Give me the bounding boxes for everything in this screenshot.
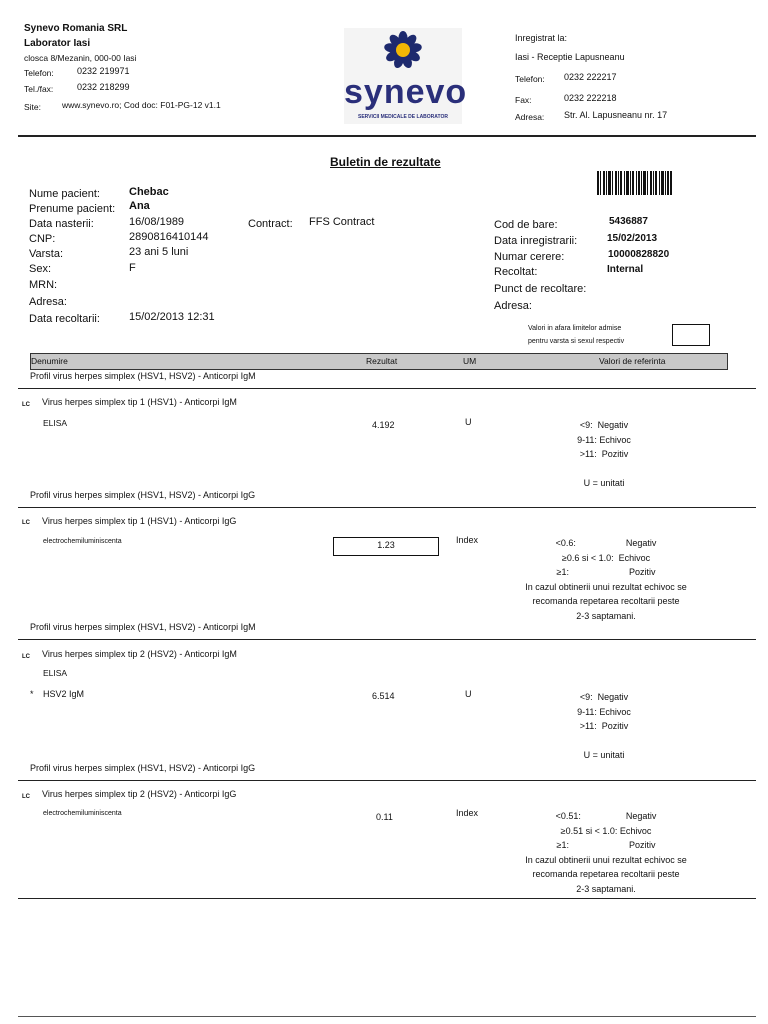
patient-birth-label: Data nasterii: xyxy=(29,218,94,230)
out-of-range-note-2: pentru varsta si sexul respectiv xyxy=(528,338,625,345)
order-point-label: Punct de recoltare: xyxy=(494,283,587,295)
order-reg-date-label: Data inregistrarii: xyxy=(494,235,578,247)
registered-phone: 0232 222217 xyxy=(564,72,617,82)
section-divider xyxy=(18,388,756,389)
synevo-logo xyxy=(344,28,468,124)
order-collected: Internal xyxy=(607,264,644,275)
lc-marker: LC xyxy=(22,402,30,408)
test-method: ELISA xyxy=(43,668,68,678)
test-unit: Index xyxy=(456,808,479,818)
reference-range: <0.51: Negativ ≥0.51 si < 1.0: Echivoc ≥1: Pozitiv In cazul obtinerii unui rezultat echivoc se recomanda repetarea recoltarii peste 2-3 saptamani. xyxy=(525,811,687,894)
barcode-icon xyxy=(597,171,673,195)
patient-collection-label: Data recoltarii: xyxy=(29,313,100,325)
logo-tagline: SERVICII MEDICALE DE LABORATOR xyxy=(357,114,448,120)
col-unit-header: UM xyxy=(463,356,477,366)
patient-age-label: Varsta: xyxy=(29,248,64,260)
lab-address: closca 8/Mezanin, 000-00 Iasi xyxy=(24,53,137,63)
lab-company: Synevo Romania SRL xyxy=(24,23,128,34)
order-request: 10000828820 xyxy=(608,249,670,260)
order-reg-date: 15/02/2013 xyxy=(607,233,658,244)
order-barcode-label: Cod de bare: xyxy=(494,219,558,231)
lab-phone-label: Telefon: xyxy=(24,68,54,78)
test-result: 6.514 xyxy=(372,691,395,701)
lab-fax-label: Tel./fax: xyxy=(24,84,54,94)
registered-address: Str. Al. Lapusneanu nr. 17 xyxy=(564,110,668,120)
test-name: Virus herpes simplex tip 2 (HSV2) - Anticorpi IgG xyxy=(42,789,237,799)
test-result: 4.192 xyxy=(372,420,395,430)
reference-range: <9: Negativ 9-11: Echivoc >11: Pozitiv U = unitati xyxy=(577,692,631,760)
sub-test-name: HSV2 IgM xyxy=(43,689,85,699)
test-method: ELISA xyxy=(43,418,68,428)
lab-name: Laborator Iasi xyxy=(24,38,91,49)
registered-fax: 0232 222218 xyxy=(564,93,617,103)
lab-site-label: Site: xyxy=(24,102,42,112)
registered-fax-label: Fax: xyxy=(515,95,532,105)
lc-marker: LC xyxy=(22,794,30,800)
registered-address-label: Adresa: xyxy=(515,112,545,122)
profile-title: Profil virus herpes simplex (HSV1, HSV2) - Anticorpi IgM xyxy=(30,622,256,632)
lab-phone: 0232 219971 xyxy=(77,66,130,76)
reference-range: <9: Negativ 9-11: Echivoc >11: Pozitiv U = unitati xyxy=(577,420,631,488)
patient-firstname-label: Prenume pacient: xyxy=(29,203,116,215)
footer-divider xyxy=(18,1016,756,1017)
test-name: Virus herpes simplex tip 1 (HSV1) - Anticorpi IgG xyxy=(42,516,237,526)
asterisk-marker: * xyxy=(30,689,34,699)
header-divider xyxy=(18,135,756,137)
flower-icon xyxy=(344,28,462,78)
contract-value: FFS Contract xyxy=(309,216,375,228)
patient-cnp: 2890816410144 xyxy=(129,231,209,243)
out-of-range-legend-box xyxy=(672,324,710,346)
out-of-range-note-1: Valori in afara limitelor admise xyxy=(528,325,622,332)
test-result: 1.23 xyxy=(377,540,395,550)
patient-name-label: Nume pacient: xyxy=(29,188,100,200)
test-unit: U xyxy=(465,417,472,427)
lc-marker: LC xyxy=(22,520,30,526)
patient-name: Chebac xyxy=(129,186,169,198)
test-name: Virus herpes simplex tip 1 (HSV1) - Anticorpi IgM xyxy=(42,397,237,407)
report-title: Buletin de rezultate xyxy=(330,155,441,169)
registered-title: Inregistrat la: xyxy=(515,33,568,43)
order-address-label: Adresa: xyxy=(494,300,532,312)
patient-age: 23 ani 5 luni xyxy=(129,246,189,258)
section-divider xyxy=(18,639,756,640)
results-table-header xyxy=(30,353,728,370)
profile-title: Profil virus herpes simplex (HSV1, HSV2) - Anticorpi IgG xyxy=(30,490,256,500)
logo-wordmark: synevo xyxy=(344,73,468,111)
lc-marker: LC xyxy=(22,654,30,660)
order-collected-label: Recoltat: xyxy=(494,266,538,278)
profile-title: Profil virus herpes simplex (HSV1, HSV2) - Anticorpi IgG xyxy=(30,763,256,773)
results-end-divider xyxy=(18,898,756,899)
lab-fax: 0232 218299 xyxy=(77,82,130,92)
patient-firstname: Ana xyxy=(129,200,150,212)
test-unit: U xyxy=(465,689,472,699)
order-barcode: 5436887 xyxy=(609,216,648,227)
test-method: electrochemiluminiscenta xyxy=(43,810,122,817)
test-unit: Index xyxy=(456,535,479,545)
col-reference-header: Valori de referinta xyxy=(599,356,666,366)
patient-mrn-label: MRN: xyxy=(29,279,58,291)
registered-phone-label: Telefon: xyxy=(515,74,545,84)
test-method: electrochemiluminiscenta xyxy=(43,538,122,545)
profile-title: Profil virus herpes simplex (HSV1, HSV2) - Anticorpi IgM xyxy=(30,371,256,381)
patient-sex: F xyxy=(129,262,136,274)
registered-place: Iasi - Receptie Lapusneanu xyxy=(515,52,625,62)
order-request-label: Numar cerere: xyxy=(494,251,565,263)
patient-sex-label: Sex: xyxy=(29,263,52,275)
col-result-header: Rezultat xyxy=(366,356,398,366)
test-name: Virus herpes simplex tip 2 (HSV2) - Anticorpi IgM xyxy=(42,649,237,659)
patient-address-label: Adresa: xyxy=(29,296,67,308)
patient-birth: 16/08/1989 xyxy=(129,216,185,228)
patient-cnp-label: CNP: xyxy=(29,233,56,245)
test-result: 0.11 xyxy=(376,812,393,822)
section-divider xyxy=(18,507,756,508)
lab-site: www.synevo.ro; Cod doc: F01-PG-12 v1.1 xyxy=(62,100,221,110)
section-divider xyxy=(18,780,756,781)
col-name-header: Denumire xyxy=(31,356,68,366)
contract-label: Contract: xyxy=(248,218,293,230)
reference-range: <0.6: Negativ ≥0.6 si < 1.0: Echivoc ≥1: Pozitiv In cazul obtinerii unui rezultat echivoc se recomanda repetarea recoltarii peste 2-3 saptamani. xyxy=(525,538,687,621)
patient-collection: 15/02/2013 12:31 xyxy=(129,311,215,323)
